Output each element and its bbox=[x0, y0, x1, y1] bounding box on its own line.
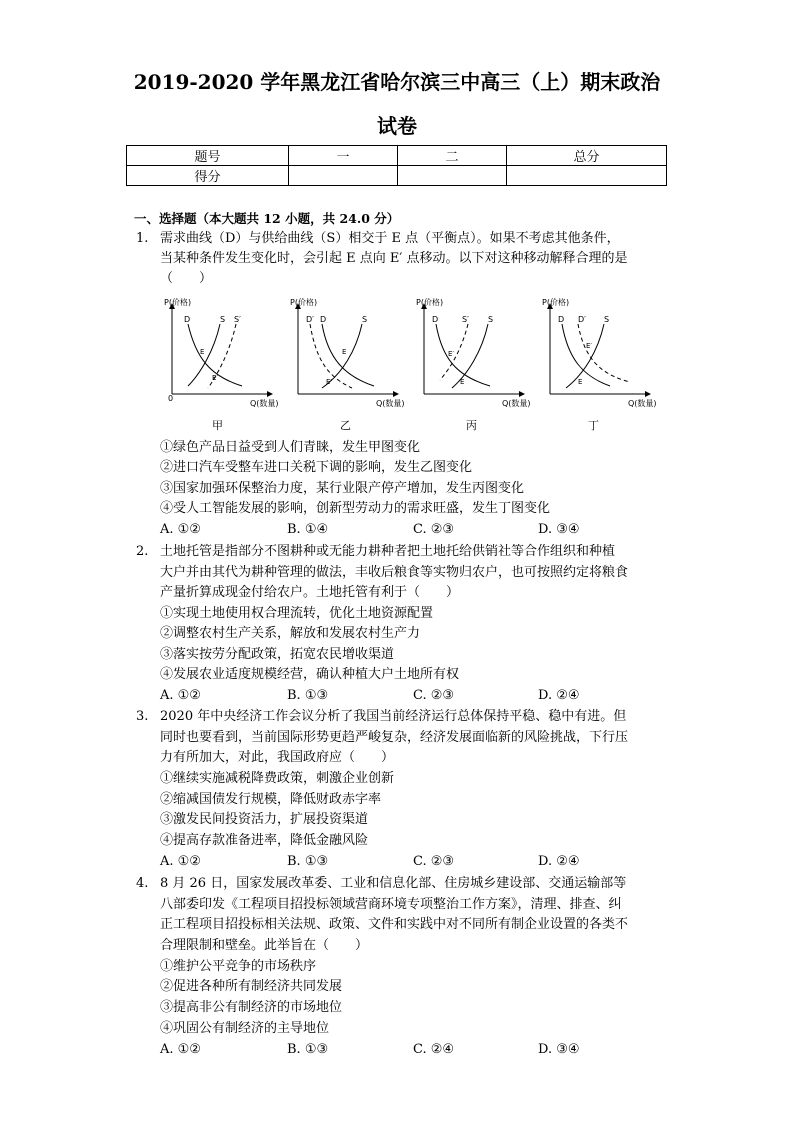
graph-ding bbox=[542, 297, 657, 408]
statement-item: ④提高存款准备进率，降低金融风险 bbox=[160, 833, 369, 848]
question-stem-line: 合理限制和壁垒。此举旨在（ ） bbox=[160, 938, 369, 953]
graph-yi bbox=[290, 297, 405, 408]
option-c[interactable]: C. ②③ bbox=[413, 688, 455, 703]
question-stem-line: 8 月 26 日，国家发展改革委、工业和信息化部、住房城乡建设部、交通运输部等 bbox=[160, 876, 627, 891]
question-number: 4. bbox=[136, 876, 149, 891]
score-cell[interactable] bbox=[507, 166, 667, 186]
question-number: 1. bbox=[136, 231, 149, 246]
graph-jia bbox=[164, 297, 279, 408]
section-heading: 一、选择题（本大题共 12 小题，共 24.0 分） bbox=[134, 211, 400, 226]
origin-label: 0 bbox=[168, 394, 174, 403]
graph-curve bbox=[562, 324, 610, 386]
option-a[interactable]: A. ①② bbox=[160, 1042, 201, 1057]
question-stem-line: 正工程项目招投标相关法规、政策、文件和实践中对不同所有制企业设置的各类不 bbox=[160, 917, 629, 932]
statement-item: ②调整农村生产关系，解放和发展农村生产力 bbox=[160, 626, 421, 641]
statement-item: ①实现土地使用权合理流转，优化土地资源配置 bbox=[160, 606, 434, 621]
statement-item: ④受人工智能发展的影响，创新型劳动力的需求旺盛，发生丁图变化 bbox=[160, 501, 551, 516]
graph-label: P(价格) bbox=[416, 298, 444, 307]
question-stem-line: 当某种条件发生变化时，会引起 E 点向 E′ 点移动。以下对这种移动解释合理的是 bbox=[160, 251, 628, 266]
document-title-line1: 2019-2020 学年黑龙江省哈尔滨三中高三（上）期末政治 bbox=[133, 70, 661, 94]
graph-label: Q(数量) bbox=[502, 399, 531, 408]
option-b[interactable]: B. ①③ bbox=[287, 1042, 329, 1057]
score-header-cell: 一 bbox=[289, 146, 398, 166]
score-table bbox=[126, 145, 667, 186]
graph-label: D′ bbox=[306, 315, 314, 324]
document-title-line2: 试卷 bbox=[377, 114, 417, 138]
statement-item: ②进口汽车受整车进口关税下调的影响，发生乙图变化 bbox=[160, 460, 473, 475]
graph-label: D bbox=[558, 315, 565, 324]
statement-item: ②缩减国债发行规模，降低财政赤字率 bbox=[160, 792, 382, 807]
statement-item: ④巩固公有制经济的主导地位 bbox=[160, 1021, 330, 1036]
graph-label: E′ bbox=[448, 350, 455, 358]
question-stem-line: 产量折算成现金付给农户。土地托管有利于（ ） bbox=[160, 585, 460, 600]
question-stem-line: （ ） bbox=[160, 271, 213, 286]
option-a[interactable]: A. ①② bbox=[160, 688, 201, 703]
option-c[interactable]: C. ②③ bbox=[413, 854, 455, 869]
graph-curve bbox=[322, 324, 374, 386]
score-cell[interactable] bbox=[289, 166, 398, 186]
option-d[interactable]: D. ③④ bbox=[538, 1042, 580, 1057]
graph-curve bbox=[566, 324, 604, 388]
question-stem-line: 力有所加大，对此，我国政府应（ ） bbox=[160, 750, 395, 765]
statement-item: ③提高非公有制经济的市场地位 bbox=[160, 1000, 343, 1015]
option-a[interactable]: A. ①② bbox=[160, 522, 201, 537]
option-c[interactable]: C. ②④ bbox=[413, 1042, 455, 1057]
graph-caption: 乙 bbox=[340, 419, 351, 432]
graph-label: S bbox=[488, 315, 494, 324]
score-table-header-row bbox=[127, 146, 667, 166]
score-header-cell: 二 bbox=[398, 146, 507, 166]
graph-label: P(价格) bbox=[290, 298, 318, 307]
graph-label: P(价格) bbox=[542, 298, 570, 307]
statement-item: ①绿色产品日益受到人们青睐，发生甲图变化 bbox=[160, 440, 421, 455]
option-a[interactable]: A. ①② bbox=[160, 854, 201, 869]
graph-label: E′ bbox=[586, 342, 593, 350]
graph-label: E′ bbox=[326, 378, 333, 386]
graph-curve bbox=[578, 324, 630, 382]
question-stem-line: 八部委印发《工程项目招投标领域营商环境专项整治工作方案》，清理、排查、纠 bbox=[160, 897, 622, 912]
graph-label: D bbox=[320, 315, 327, 324]
statement-item: ③落实按劳分配政策，拓宽农民增收渠道 bbox=[160, 647, 395, 662]
score-header-cell: 题号 bbox=[127, 146, 289, 166]
score-table-row bbox=[127, 166, 667, 186]
graphs-svg bbox=[160, 296, 660, 436]
question-number: 3. bbox=[136, 709, 149, 724]
score-cell[interactable] bbox=[398, 166, 507, 186]
graph-caption: 丙 bbox=[466, 419, 477, 432]
supply-demand-graphs bbox=[160, 296, 660, 436]
option-d[interactable]: D. ②④ bbox=[538, 688, 580, 703]
graph-label: E bbox=[460, 378, 465, 386]
graph-caption: 甲 bbox=[212, 419, 223, 432]
option-d[interactable]: D. ③④ bbox=[538, 522, 580, 537]
graph-label: D′ bbox=[578, 315, 586, 324]
statement-item: ①继续实施减税降费政策，刺激企业创新 bbox=[160, 771, 395, 786]
option-c[interactable]: C. ②③ bbox=[413, 522, 455, 537]
graph-label: E bbox=[342, 348, 347, 356]
curve-label: S bbox=[220, 315, 226, 324]
graph-label: E bbox=[578, 378, 583, 386]
graph-caption: 丁 bbox=[588, 419, 599, 432]
graph-label: S bbox=[604, 315, 610, 324]
question-number: 2. bbox=[136, 544, 149, 559]
curve-label: S′ bbox=[234, 315, 241, 324]
option-b[interactable]: B. ①③ bbox=[287, 688, 329, 703]
y-axis-label: P(价格) bbox=[164, 298, 192, 307]
statement-item: ①维护公平竞争的市场秩序 bbox=[160, 959, 317, 974]
score-row-label: 得分 bbox=[127, 166, 289, 186]
question-stem-line: 土地托管是指部分不图耕种或无能力耕种者把土地托给供销社等合作组织和种植 bbox=[160, 544, 616, 559]
score-header-cell: 总分 bbox=[507, 146, 667, 166]
graph-label: S′ bbox=[462, 315, 469, 324]
graph-bing bbox=[416, 297, 531, 408]
graph-label: Q(数量) bbox=[376, 399, 405, 408]
statement-item: ②促进各种所有制经济共同发展 bbox=[160, 979, 343, 994]
graph-label: S bbox=[362, 315, 368, 324]
x-axis-label: Q(数量) bbox=[250, 399, 279, 408]
point-label: E bbox=[200, 348, 205, 356]
graph-label: Q(数量) bbox=[628, 399, 657, 408]
question-stem-line: 2020 年中央经济工作会议分析了我国当前经济运行总体保持平稳、稳中有进。但 bbox=[160, 709, 627, 724]
graph-label: D bbox=[432, 315, 439, 324]
option-b[interactable]: B. ①④ bbox=[287, 522, 329, 537]
question-stem-line: 需求曲线（D）与供给曲线（S）相交于 E 点（平衡点）。如果不考虑其他条件， bbox=[160, 231, 620, 246]
question-stem-line: 同时也要看到，当前国际形势更趋严峻复杂，经济发展面临新的风险挑战，下行压 bbox=[160, 730, 629, 745]
statement-item: ③激发民间投资活力，扩展投资渠道 bbox=[160, 812, 369, 827]
statement-item: ④发展农业适度规模经营，确认种植大户土地所有权 bbox=[160, 667, 460, 682]
curve-label: D bbox=[184, 315, 191, 324]
statement-item: ③国家加强环保整治力度，某行业限产停产增加，发生丙图变化 bbox=[160, 481, 525, 496]
question-stem-line: 大户并由其代为耕种管理的做法，丰收后粮食等实物归农户，也可按照约定将粮食 bbox=[160, 565, 629, 580]
option-d[interactable]: D. ②④ bbox=[538, 854, 580, 869]
option-b[interactable]: B. ①③ bbox=[287, 854, 329, 869]
point-label: E′ bbox=[212, 374, 219, 382]
